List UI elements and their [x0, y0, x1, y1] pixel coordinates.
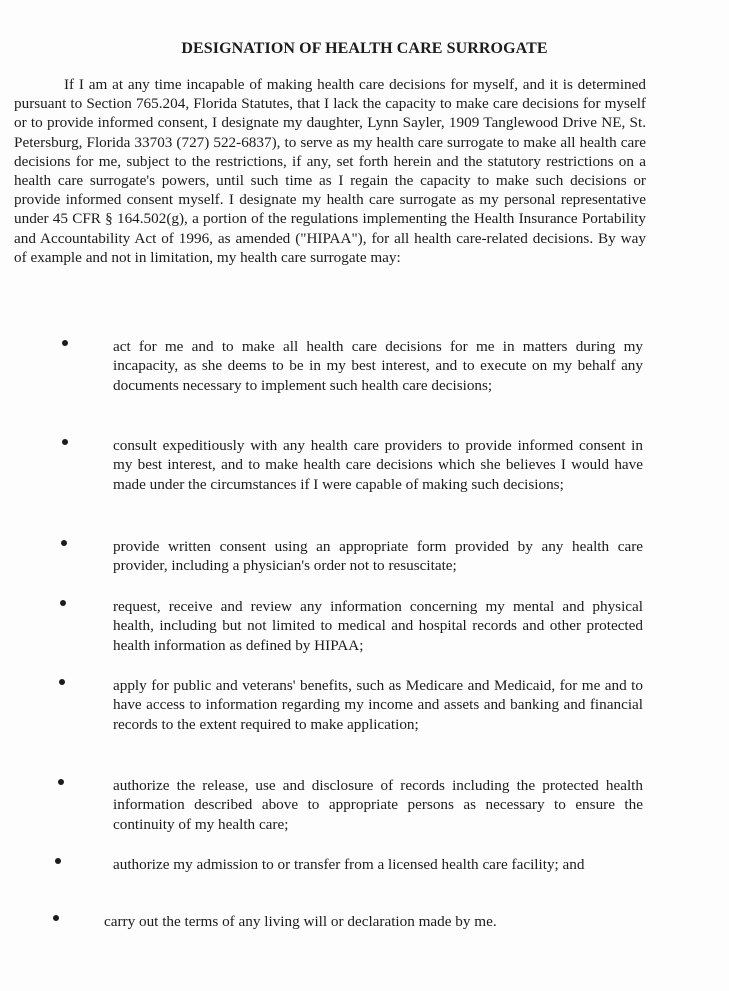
bullet-icon: [55, 858, 61, 864]
list-item-text: act for me and to make all health care decisions for me in matters during my incapacity, as she deems to be in my best interest, and to execute on my behalf any documents necessary to implement such health care decisions;: [113, 338, 643, 394]
bullet-icon: [62, 439, 68, 445]
document-title: DESIGNATION OF HEALTH CARE SURROGATE: [181, 40, 548, 57]
bullet-icon: [61, 540, 67, 546]
bullet-icon: [59, 679, 65, 685]
list-item-text: request, receive and review any information concerning my mental and physical health, including but not limited to medical and hospital records and other protected health information as defined by HIPAA;: [113, 598, 643, 654]
list-item-text: carry out the terms of any living will or declaration made by me.: [104, 913, 497, 930]
bullet-icon: [53, 915, 59, 921]
bullet-icon: [58, 779, 64, 785]
list-item-text: apply for public and veterans' benefits, such as Medicare and Medicaid, for me and to have access to information regarding my income and assets and banking and financial records to the extent required to make application;: [113, 677, 643, 733]
bullet-icon: [62, 340, 68, 346]
bullet-icon: [60, 600, 66, 606]
list-item-text: authorize my admission to or transfer from a licensed health care facility; and: [113, 856, 585, 873]
intro-paragraph: If I am at any time incapable of making health care decisions for myself, and it is determined pursuant to Section 765.204, Florida Statutes, that I lack the capacity to make care decisions for myself or to provide informed consent, I designate my daughter, Lynn Sayler, 1909 Tanglewood Drive NE, St. Petersburg, Florida 33703 (727) 522-6837), to serve as my health care surrogate to make all health care decisions for me, subject to the restrictions, if any, set forth herein and the statutory restrictions on a health care surrogate's powers, until such time as I regain the capacity to make such decisions or provide informed consent myself. I designate my health care surrogate as my personal representative under 45 CFR § 164.502(g), a portion of the regulations implementing the Health Insurance Portability and Accountability Act of 1996, as amended ("HIPAA"), for all health care-related decisions. By way of example and not in limitation, my health care surrogate may:: [14, 76, 646, 266]
list-item-text: provide written consent using an appropriate form provided by any health care provider, including a physician's order not to resuscitate;: [113, 538, 643, 575]
list-item-text: consult expeditiously with any health care providers to provide informed consent in my best interest, and to make health care decisions which she believes I would have made under the circumstances if I were capable of making such decisions;: [113, 437, 643, 493]
list-item-text: authorize the release, use and disclosure of records including the protected health information described above to appropriate persons as necessary to ensure the continuity of my health care;: [113, 777, 643, 833]
